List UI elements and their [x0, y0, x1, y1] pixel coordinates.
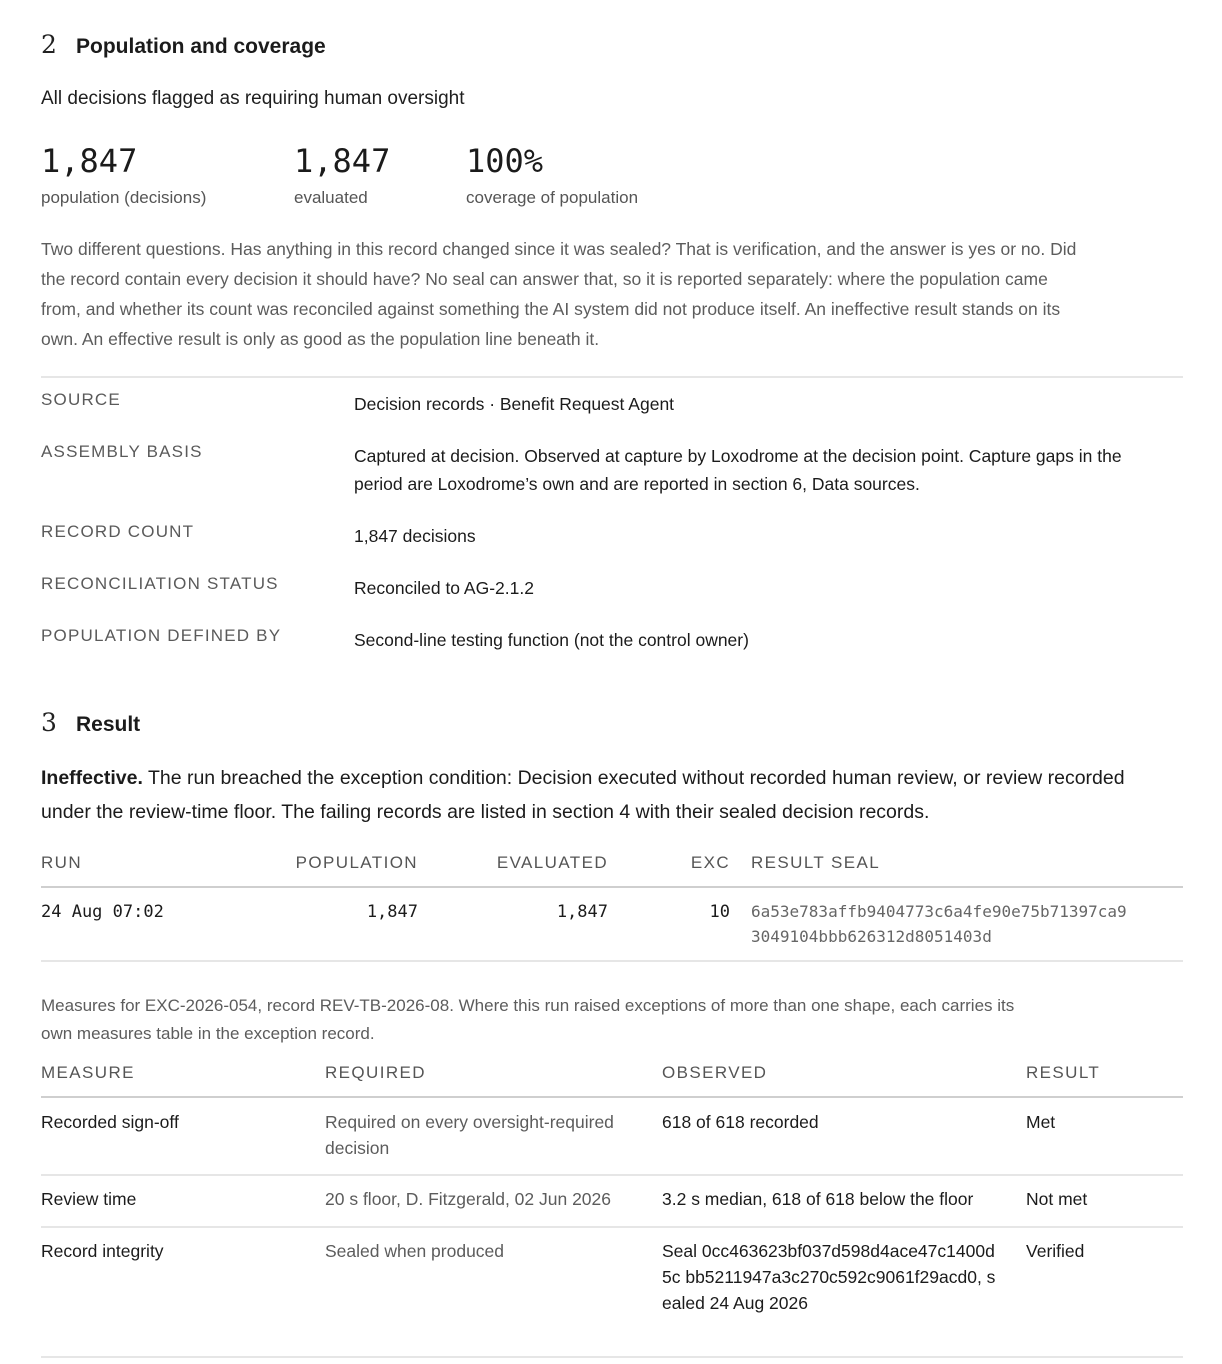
stat-label: population (decisions): [41, 188, 207, 207]
cell-required: Required on every oversight-required decision: [325, 1112, 614, 1158]
table-row-rule: [41, 1356, 1183, 1358]
detail-value: Decision records · Benefit Request Agent: [354, 394, 675, 414]
cell-population: 1,847: [366, 902, 418, 922]
stat-coverage: [466, 140, 638, 208]
cell-result-seal: [751, 899, 1183, 949]
column-header-result-seal: RESULT SEAL: [751, 853, 881, 872]
column-header-population: POPULATION: [295, 853, 418, 872]
section-header-population: [41, 30, 326, 59]
table-header-rule: [41, 1096, 1183, 1098]
section-title: Population and coverage: [76, 35, 326, 58]
result-summary: [41, 761, 1151, 829]
column-header-measure: MEASURE: [41, 1063, 135, 1082]
cell-measure: Record integrity: [41, 1241, 164, 1261]
detail-label: ASSEMBLY BASIS: [41, 442, 203, 461]
result-description: The run breached the exception condition: Decision executed without recorded human review, or review recorded under the review-time floor. The failing records are listed in section 4 with their sealed decision records.: [41, 767, 1125, 823]
seal-hash-line: 3049104bbb626312d8051403d: [751, 927, 992, 946]
cell-result: Verified: [1026, 1241, 1085, 1261]
verification-explanation: Two different questions. Has anything in this record changed since it was sealed? That is verification, and the answer is yes or no. Did the record contain every decision it should have? No seal can answer that, so it is reported separately: where the population came from, and whether its count was reconciled against something the AI system did not produce itself. An ineffective result stands on its own. An effective result is only as good as the population line beneath it.: [41, 239, 1077, 349]
section-title: Result: [76, 713, 141, 736]
detail-label: RECONCILIATION STATUS: [41, 574, 279, 593]
detail-value: Second-line testing function (not the control owner): [354, 630, 749, 650]
stat-value: 100%: [466, 142, 544, 180]
column-header-result: RESULT: [1026, 1063, 1101, 1082]
population-description: All decisions flagged as requiring human oversight: [41, 88, 465, 109]
stat-label: evaluated: [294, 188, 368, 207]
column-header-exc: EXC: [690, 853, 730, 872]
section-number: 3: [41, 708, 57, 737]
cell-exc: 10: [709, 902, 730, 922]
result-verdict: Ineffective.: [41, 767, 143, 789]
column-header-run: RUN: [41, 853, 83, 872]
stat-evaluated: [294, 140, 390, 208]
cell-run: 24 Aug 07:02: [41, 902, 164, 922]
section-header-result: [41, 708, 140, 737]
seal-hash-line: 6a53e783affb9404773c6a4fe90e75b71397ca9: [751, 902, 1127, 921]
section-number: 2: [41, 30, 57, 59]
cell-result: Not met: [1026, 1189, 1088, 1209]
column-header-required: REQUIRED: [325, 1063, 426, 1082]
detail-value: Reconciled to AG-2.1.2: [354, 578, 534, 598]
detail-label: POPULATION DEFINED BY: [41, 626, 282, 645]
column-header-observed: OBSERVED: [662, 1063, 768, 1082]
table-header-rule: [41, 886, 1183, 888]
divider: [41, 376, 1183, 378]
table-row-rule: [41, 960, 1183, 962]
detail-label: SOURCE: [41, 390, 121, 409]
cell-evaluated: 1,847: [556, 902, 608, 922]
cell-measure: Review time: [41, 1189, 137, 1209]
cell-result: Met: [1026, 1112, 1056, 1132]
cell-observed: 3.2 s median, 618 of 618 below the floor: [662, 1189, 974, 1209]
cell-required: Sealed when produced: [325, 1241, 505, 1261]
measures-note: Measures for EXC-2026-054, record REV-TB-2026-08. Where this run raised exceptions of more than one shape, each carries its own measures table in the exception record.: [41, 996, 1015, 1043]
cell-observed: 618 of 618 recorded: [662, 1112, 819, 1132]
detail-value: 1,847 decisions: [354, 526, 476, 546]
table-row-rule: [41, 1226, 1183, 1228]
detail-value: Captured at decision. Observed at capture by Loxodrome at the decision point. Capture gaps in the period are Loxodrome’s own and are reported in section 6, Data sources.: [354, 446, 1122, 494]
coverage-stats: [41, 140, 941, 220]
detail-label: RECORD COUNT: [41, 522, 195, 541]
stat-value: 1,847: [41, 142, 138, 180]
stat-value: 1,847: [294, 142, 391, 180]
cell-measure: Recorded sign-off: [41, 1112, 179, 1132]
stat-label: coverage of population: [466, 188, 639, 207]
stat-population: [41, 140, 206, 208]
column-header-evaluated: EVALUATED: [496, 853, 608, 872]
cell-required: 20 s floor, D. Fitzgerald, 02 Jun 2026: [325, 1189, 611, 1209]
table-row-rule: [41, 1174, 1183, 1176]
cell-observed: Seal 0cc463623bf037d598d4ace47c1400d5c bb5211947a3c270c592c9061f29acd0, sealed 24 Aug 2026: [662, 1241, 996, 1313]
